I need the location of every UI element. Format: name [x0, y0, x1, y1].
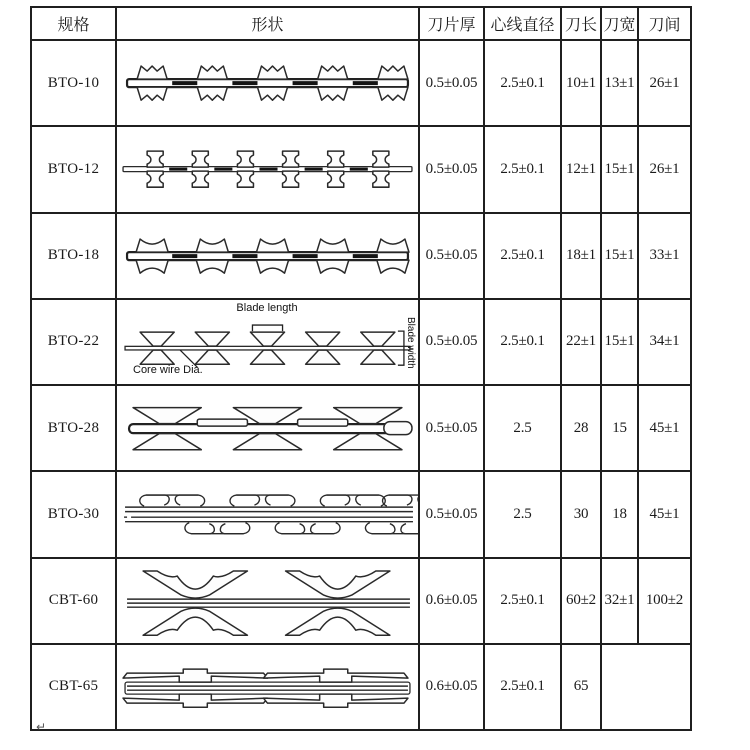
- razor-wire-diagram-bto30: [117, 472, 418, 556]
- razor-wire-diagram-bto12: [117, 127, 418, 211]
- razor-wire-diagram-cbt65: [117, 645, 418, 729]
- blade-spacing-cell: 26±1: [638, 40, 691, 126]
- spec-cell: CBT-60: [31, 558, 116, 644]
- blade-thickness-cell: 0.5±0.05: [419, 385, 484, 471]
- shape-cell: [116, 471, 419, 557]
- table-row: [31, 126, 691, 212]
- blade-spacing-cell: 45±1: [638, 385, 691, 471]
- core-wire-dia-annotation: Core wire Dia.: [133, 363, 203, 376]
- shape-cell: [116, 385, 419, 471]
- header-blade-spacing: 刀间: [638, 7, 691, 40]
- spec-cell: BTO-10: [31, 40, 116, 126]
- core-dia-cell: 2.5: [484, 385, 561, 471]
- blade-length-annotation: Blade length: [236, 301, 298, 314]
- blade-thickness-cell: 0.5±0.05: [419, 126, 484, 212]
- header-row: [31, 7, 691, 40]
- blade-width-cell: 13±1: [601, 40, 638, 126]
- spec-cell: CBT-65: [31, 644, 116, 730]
- core-dia-cell: 2.5±0.1: [484, 558, 561, 644]
- blade-spacing-cell: 26±1: [638, 126, 691, 212]
- shape-cell: [116, 126, 419, 212]
- table-row: [31, 213, 691, 299]
- razor-wire-diagram-bto28: [117, 386, 418, 470]
- blade-length-bracket: [252, 325, 282, 331]
- blade-thickness-cell: 0.5±0.05: [419, 40, 484, 126]
- spec-cell: BTO-12: [31, 126, 116, 212]
- blade-width-cell: 15±1: [601, 213, 638, 299]
- razor-wire-diagram-cbt60: [117, 559, 418, 643]
- core-dia-cell: 2.5±0.1: [484, 299, 561, 385]
- paragraph-return-mark: ↵: [36, 720, 47, 734]
- blade-spacing-cell: 33±1: [638, 213, 691, 299]
- blade-width-cell: 15±1: [601, 126, 638, 212]
- blade-thickness-cell: 0.5±0.05: [419, 299, 484, 385]
- header-blade-length: 刀长: [561, 7, 601, 40]
- empty-merged-cell: [601, 644, 691, 730]
- shape-cell: [116, 299, 419, 385]
- header-core-diameter: 心线直径: [484, 7, 561, 40]
- blade-width-cell: 18: [601, 471, 638, 557]
- spec-cell: BTO-22: [31, 299, 116, 385]
- blade-thickness-cell: 0.6±0.05: [419, 644, 484, 730]
- table-row: [31, 385, 691, 471]
- table-row: [31, 644, 691, 730]
- razor-wire-spec-table: [30, 6, 692, 731]
- blade-length-cell: 12±1: [561, 126, 601, 212]
- header-blade-width: 刀宽: [601, 7, 638, 40]
- blade-length-cell: 28: [561, 385, 601, 471]
- blade-length-cell: 10±1: [561, 40, 601, 126]
- blade-thickness-cell: 0.5±0.05: [419, 471, 484, 557]
- blade-width-cell: 15: [601, 385, 638, 471]
- table-row: [31, 471, 691, 557]
- razor-wire-diagram-bto10: [117, 41, 418, 125]
- razor-wire-diagram-bto18: [117, 214, 418, 298]
- core-dia-cell: 2.5: [484, 471, 561, 557]
- blade-length-cell: 22±1: [561, 299, 601, 385]
- table-row: [31, 40, 691, 126]
- table-row: [31, 299, 691, 385]
- blade-length-cell: 30: [561, 471, 601, 557]
- blade-thickness-cell: 0.5±0.05: [419, 213, 484, 299]
- spec-cell: BTO-18: [31, 213, 116, 299]
- core-dia-cell: 2.5±0.1: [484, 644, 561, 730]
- spec-cell: BTO-28: [31, 385, 116, 471]
- header-spec: 规格: [31, 7, 116, 40]
- core-dia-cell: 2.5±0.1: [484, 40, 561, 126]
- blade-length-cell: 65: [561, 644, 601, 730]
- blade-thickness-cell: 0.6±0.05: [419, 558, 484, 644]
- blade-spacing-cell: 34±1: [638, 299, 691, 385]
- blade-length-cell: 60±2: [561, 558, 601, 644]
- header-blade-thickness: 刀片厚: [419, 7, 484, 40]
- core-dia-cell: 2.5±0.1: [484, 213, 561, 299]
- blade-spacing-cell: 100±2: [638, 558, 691, 644]
- shape-cell: [116, 644, 419, 730]
- blade-spacing-cell: 45±1: [638, 471, 691, 557]
- shape-cell: [116, 40, 419, 126]
- table-row: [31, 558, 691, 644]
- shape-cell: [116, 213, 419, 299]
- spec-cell: BTO-30: [31, 471, 116, 557]
- blade-width-cell: 15±1: [601, 299, 638, 385]
- core-dia-cell: 2.5±0.1: [484, 126, 561, 212]
- blade-length-cell: 18±1: [561, 213, 601, 299]
- blade-width-annotation: Blade width: [405, 316, 416, 369]
- blade-width-cell: 32±1: [601, 558, 638, 644]
- header-shape: 形状: [116, 7, 419, 40]
- shape-cell: [116, 558, 419, 644]
